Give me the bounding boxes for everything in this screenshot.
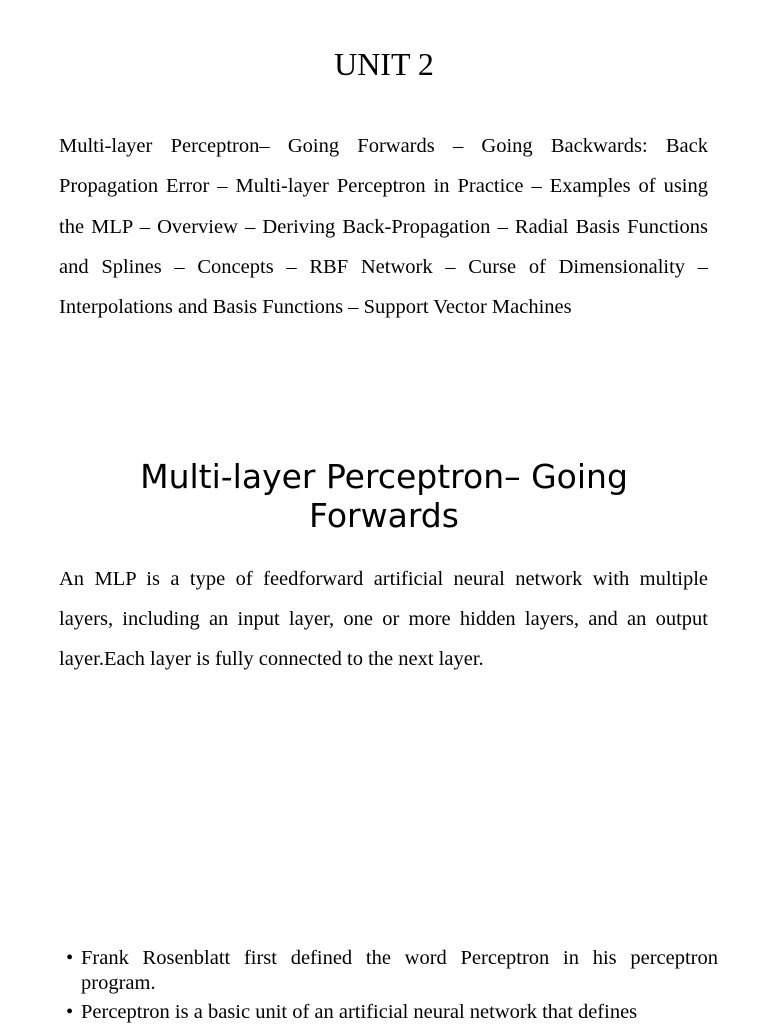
bullet-icon: • <box>66 947 74 969</box>
bullet-item <box>59 946 718 996</box>
bullet-text: Frank Rosenblatt first defined the word Perceptron in his perceptron program. <box>81 947 718 994</box>
section-intro: An MLP is a type of feedforward artificial neural network with multiple layers, including an input layer, one or more hidden layers, and an output layer.Each layer is fully connected to the next layer. <box>59 568 708 670</box>
section-heading: Multi-layer Perceptron– Going Forwards <box>140 457 628 535</box>
syllabus-topics: Multi-layer Perceptron– Going Forwards – Going Backwards: Back Propagation Error – Multi-layer Perceptron in Practice – Examples of using the MLP – Overview – Deriving Back-Propagation – Radial Basis Functions and Splines – Concepts – RBF Network – Curse of Dimensionality – Interpolations and Basis Functions – Support Vector Machines <box>59 135 708 319</box>
bullet-text: Perceptron is a basic unit of an artificial neural network that defines <box>81 1001 638 1023</box>
bullet-item <box>59 1000 718 1024</box>
unit-title: UNIT 2 <box>334 46 434 82</box>
bullet-list <box>59 946 718 1024</box>
bullet-icon: • <box>66 1001 74 1023</box>
